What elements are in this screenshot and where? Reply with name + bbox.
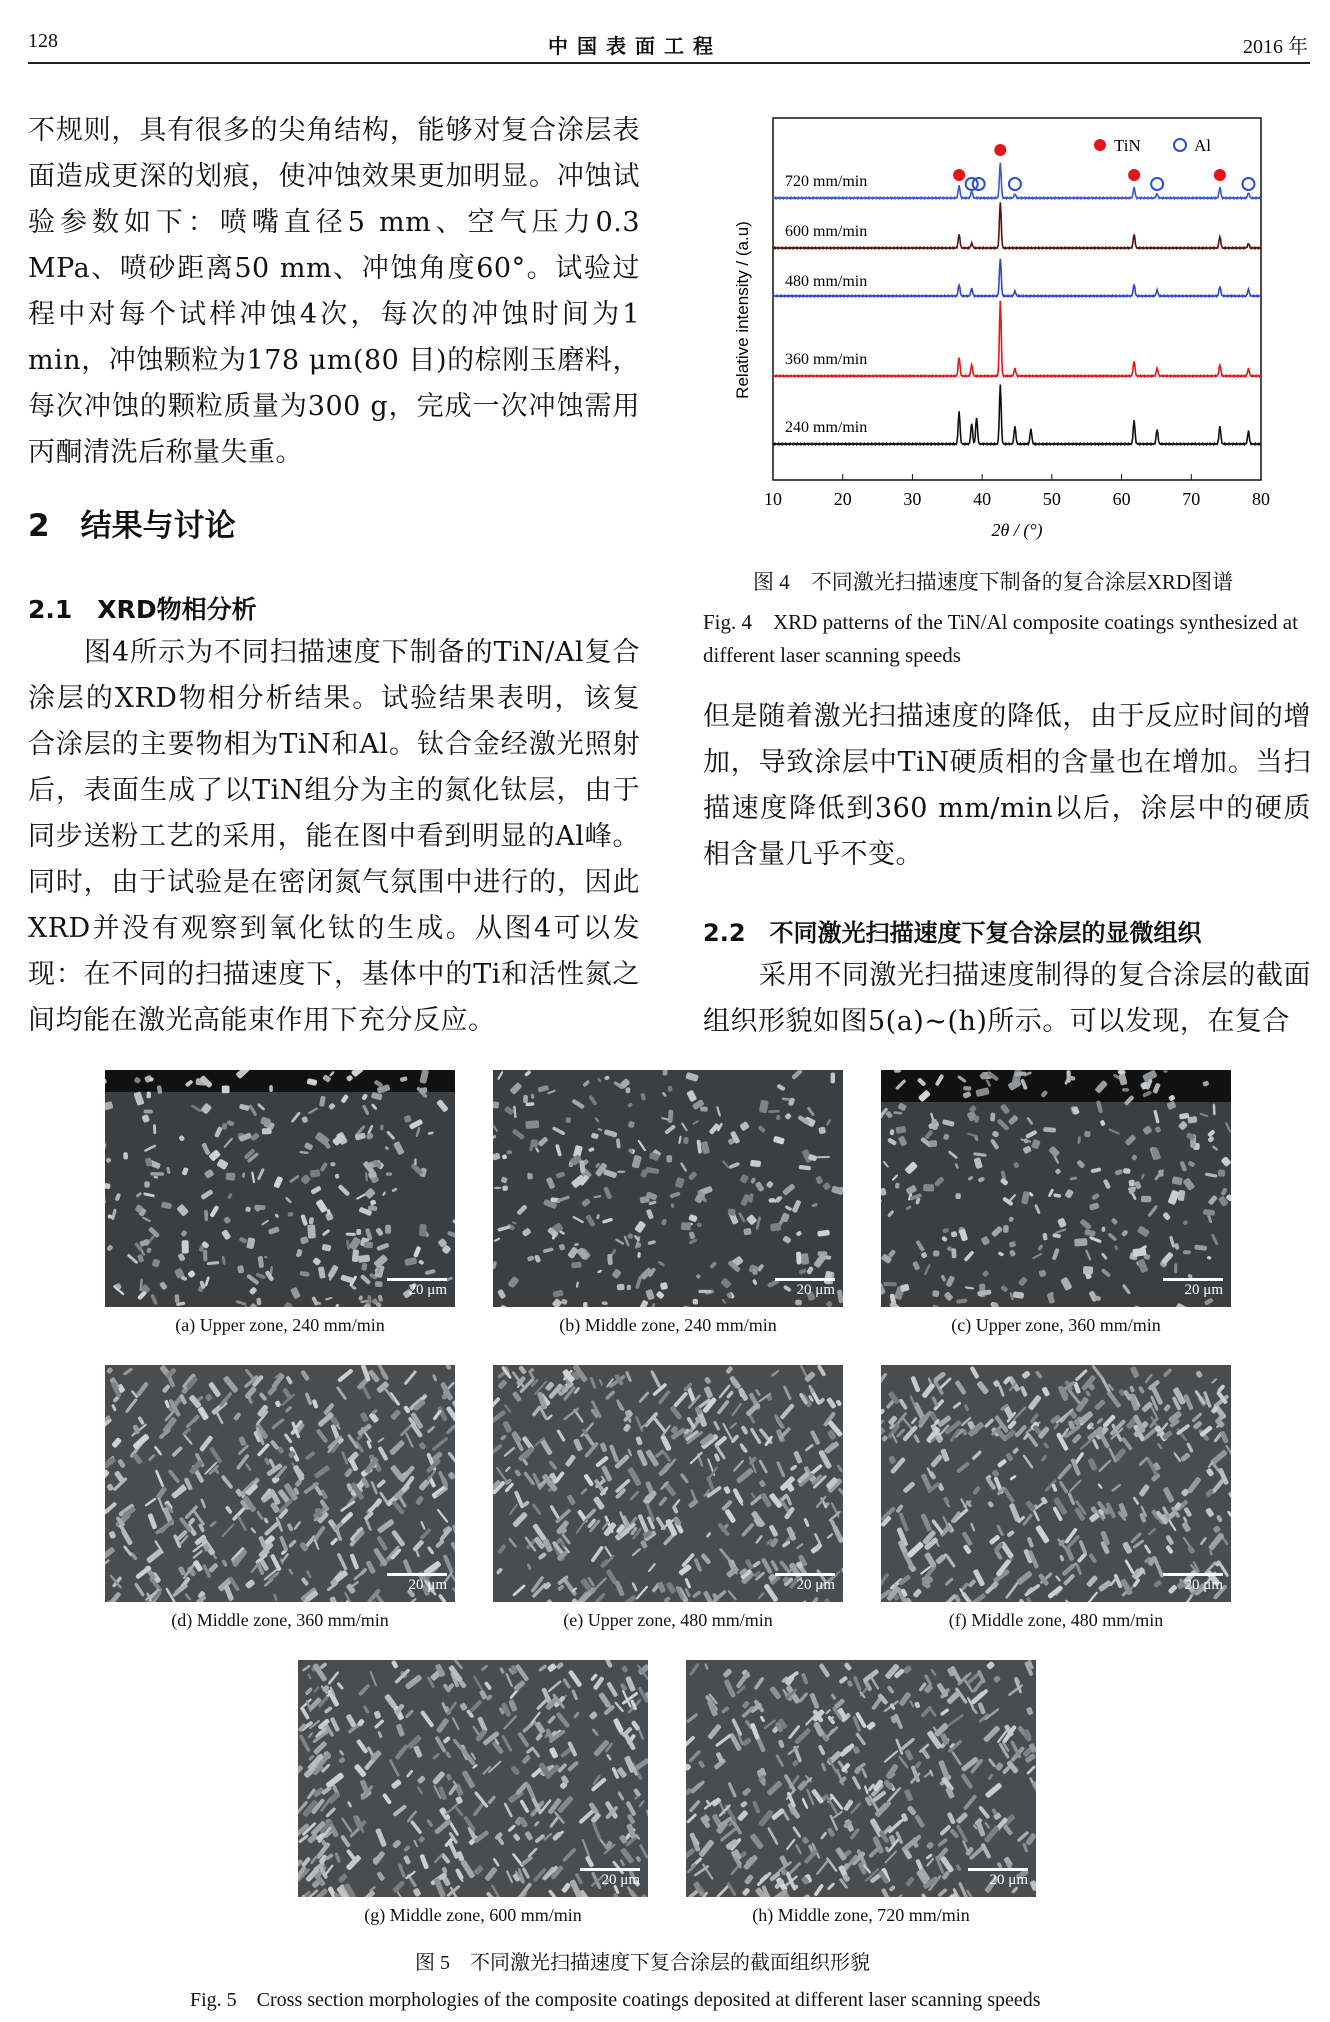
series-label: 600 mm/min — [785, 223, 868, 240]
x-tick-label: 50 — [1042, 489, 1061, 509]
paragraph-tin-content: 但是随着激光扫描速度的降低，由于反应时间的增加，导致涂层中TiN硬质相的含量也在增加。当扫描速度降低到360 mm/min以后，涂层中的硬质相含量几乎不变。 — [703, 701, 1311, 870]
sem-caption-g: (g) Middle zone, 600 mm/min — [364, 1905, 582, 1925]
x-tick-label: 20 — [833, 489, 852, 509]
page-number: 128 — [28, 30, 58, 52]
tin-peak-marker — [1128, 169, 1140, 181]
xrd-chart — [700, 100, 1310, 540]
sem-image-e — [493, 1365, 843, 1602]
fig4-caption-en: Fig. 4 XRD patterns of the TiN/Al composite coatings synthesized at different laser scanning speeds — [703, 610, 1298, 667]
section-heading-results: 2 结果与讨论 — [28, 508, 236, 544]
x-tick-label: 10 — [764, 489, 782, 509]
scale-bar — [775, 1278, 835, 1299]
scale-bar — [1163, 1278, 1223, 1299]
scale-bar — [387, 1573, 447, 1594]
series-label: 480 mm/min — [785, 273, 868, 290]
sem-image-h — [686, 1660, 1036, 1897]
sem-caption-a: (a) Upper zone, 240 mm/min — [175, 1315, 385, 1335]
section-heading-xrd: 2.1 XRD物相分析 — [28, 595, 257, 624]
sem-caption-e: (e) Upper zone, 480 mm/min — [563, 1610, 773, 1630]
scale-bar-label: 20 μm — [775, 1278, 835, 1299]
legend-tin-marker — [1094, 139, 1106, 151]
scale-bar-label: 20 μm — [387, 1573, 447, 1594]
legend-al-marker — [1174, 139, 1186, 151]
fig5-caption-cn: 图 5 不同激光扫描速度下复合涂层的截面组织形貌 — [415, 1952, 870, 1974]
al-peak-marker — [1242, 178, 1254, 190]
x-tick-label: 30 — [903, 489, 922, 509]
scale-bar-label: 20 μm — [775, 1573, 835, 1594]
scale-bar — [968, 1868, 1028, 1889]
x-tick-label: 80 — [1252, 489, 1270, 509]
fig4-caption-cn: 图 4 不同激光扫描速度下制备的复合涂层XRD图谱 — [753, 570, 1234, 594]
x-tick-label: 60 — [1112, 489, 1131, 509]
sem-image-d — [105, 1365, 455, 1602]
series-group — [773, 163, 1261, 445]
sem-caption-d: (d) Middle zone, 360 mm/min — [171, 1610, 389, 1630]
sem-caption-h: (h) Middle zone, 720 mm/min — [752, 1905, 970, 1925]
sem-image-b — [493, 1070, 843, 1307]
sem-image-c — [881, 1070, 1231, 1307]
sem-image-f — [881, 1365, 1231, 1602]
scale-bar-label: 20 μm — [1163, 1573, 1223, 1594]
sem-image-g — [298, 1660, 648, 1897]
xrd-chart-svg — [700, 100, 1310, 540]
scale-bar — [387, 1278, 447, 1299]
section-heading-microstructure: 2.2 不同激光扫描速度下复合涂层的显微组织 — [703, 919, 1202, 947]
paragraph-microstructure: 采用不同激光扫描速度制得的复合涂层的截面组织形貌如图5(a)~(h)所示。可以发现，在复合 — [703, 960, 1311, 1037]
series-label: 360 mm/min — [785, 351, 868, 368]
scale-bar — [580, 1868, 640, 1889]
scale-bar-label: 20 μm — [387, 1278, 447, 1299]
x-axis-label: 2θ / (°) — [991, 520, 1043, 540]
tin-peak-marker — [1214, 169, 1226, 181]
scale-bar-label: 20 μm — [1163, 1278, 1223, 1299]
paragraph-erosion-params: 不规则，具有很多的尖角结构，能够对复合涂层表面造成更深的划痕，使冲蚀效果更加明显。冲蚀试验参数如下：喷嘴直径5 mm、空气压力0.3 MPa、喷砂距离50 mm、冲蚀角度60°。试验过程中对每个试样冲蚀4次，每次的冲蚀时间为1 min，冲蚀颗粒为178 μm(80 目)的棕刚玉磨料，每次冲蚀的颗粒质量为300 g，完成一次冲蚀需用丙酮清洗后称量失重。 — [28, 115, 640, 468]
series-label: 720 mm/min — [785, 173, 868, 190]
scale-bar — [775, 1573, 835, 1594]
header-rule — [28, 62, 1310, 64]
x-tick-label: 70 — [1182, 489, 1201, 509]
fig5-caption-en: Fig. 5 Cross section morphologies of the composite coatings deposited at different laser scanning speeds — [190, 1989, 1041, 2011]
paragraph-xrd-analysis: 图4所示为不同扫描速度下制备的TiN/Al复合涂层的XRD物相分析结果。试验结果表明，该复合涂层的主要物相为TiN和Al。钛合金经激光照射后，表面生成了以TiN组分为主的氮化钛层，由于同步送粉工艺的采用，能在图中看到明显的Al峰。同时，由于试验是在密闭氮气氛围中进行的，因此XRD并没有观察到氧化钛的生成。从图4可以发现：在不同的扫描速度下，基体中的Ti和活性氮之间均能在激光高能束作用下充分反应。 — [28, 637, 640, 1036]
sem-caption-b: (b) Middle zone, 240 mm/min — [559, 1315, 777, 1335]
tin-peak-marker — [953, 169, 965, 181]
tin-peak-marker — [994, 144, 1006, 156]
y-axis-label: Relative intensity / (a.u) — [733, 221, 752, 399]
legend-tin-label: TiN — [1114, 136, 1141, 155]
scale-bar-label: 20 μm — [580, 1868, 640, 1889]
journal-title: 中 国 表 面 工 程 — [548, 36, 715, 58]
series-label: 240 mm/min — [785, 419, 868, 436]
x-tick-label: 40 — [973, 489, 992, 509]
al-peak-marker — [1151, 178, 1163, 190]
sem-caption-c: (c) Upper zone, 360 mm/min — [951, 1315, 1161, 1335]
scale-bar-label: 20 μm — [968, 1868, 1028, 1889]
al-peak-marker — [1009, 178, 1021, 190]
scale-bar — [1163, 1573, 1223, 1594]
legend — [1094, 136, 1211, 155]
legend-al-label: Al — [1194, 136, 1211, 155]
journal-year: 2016 年 — [1243, 36, 1308, 58]
sem-image-a — [105, 1070, 455, 1307]
sem-caption-f: (f) Middle zone, 480 mm/min — [948, 1610, 1164, 1630]
